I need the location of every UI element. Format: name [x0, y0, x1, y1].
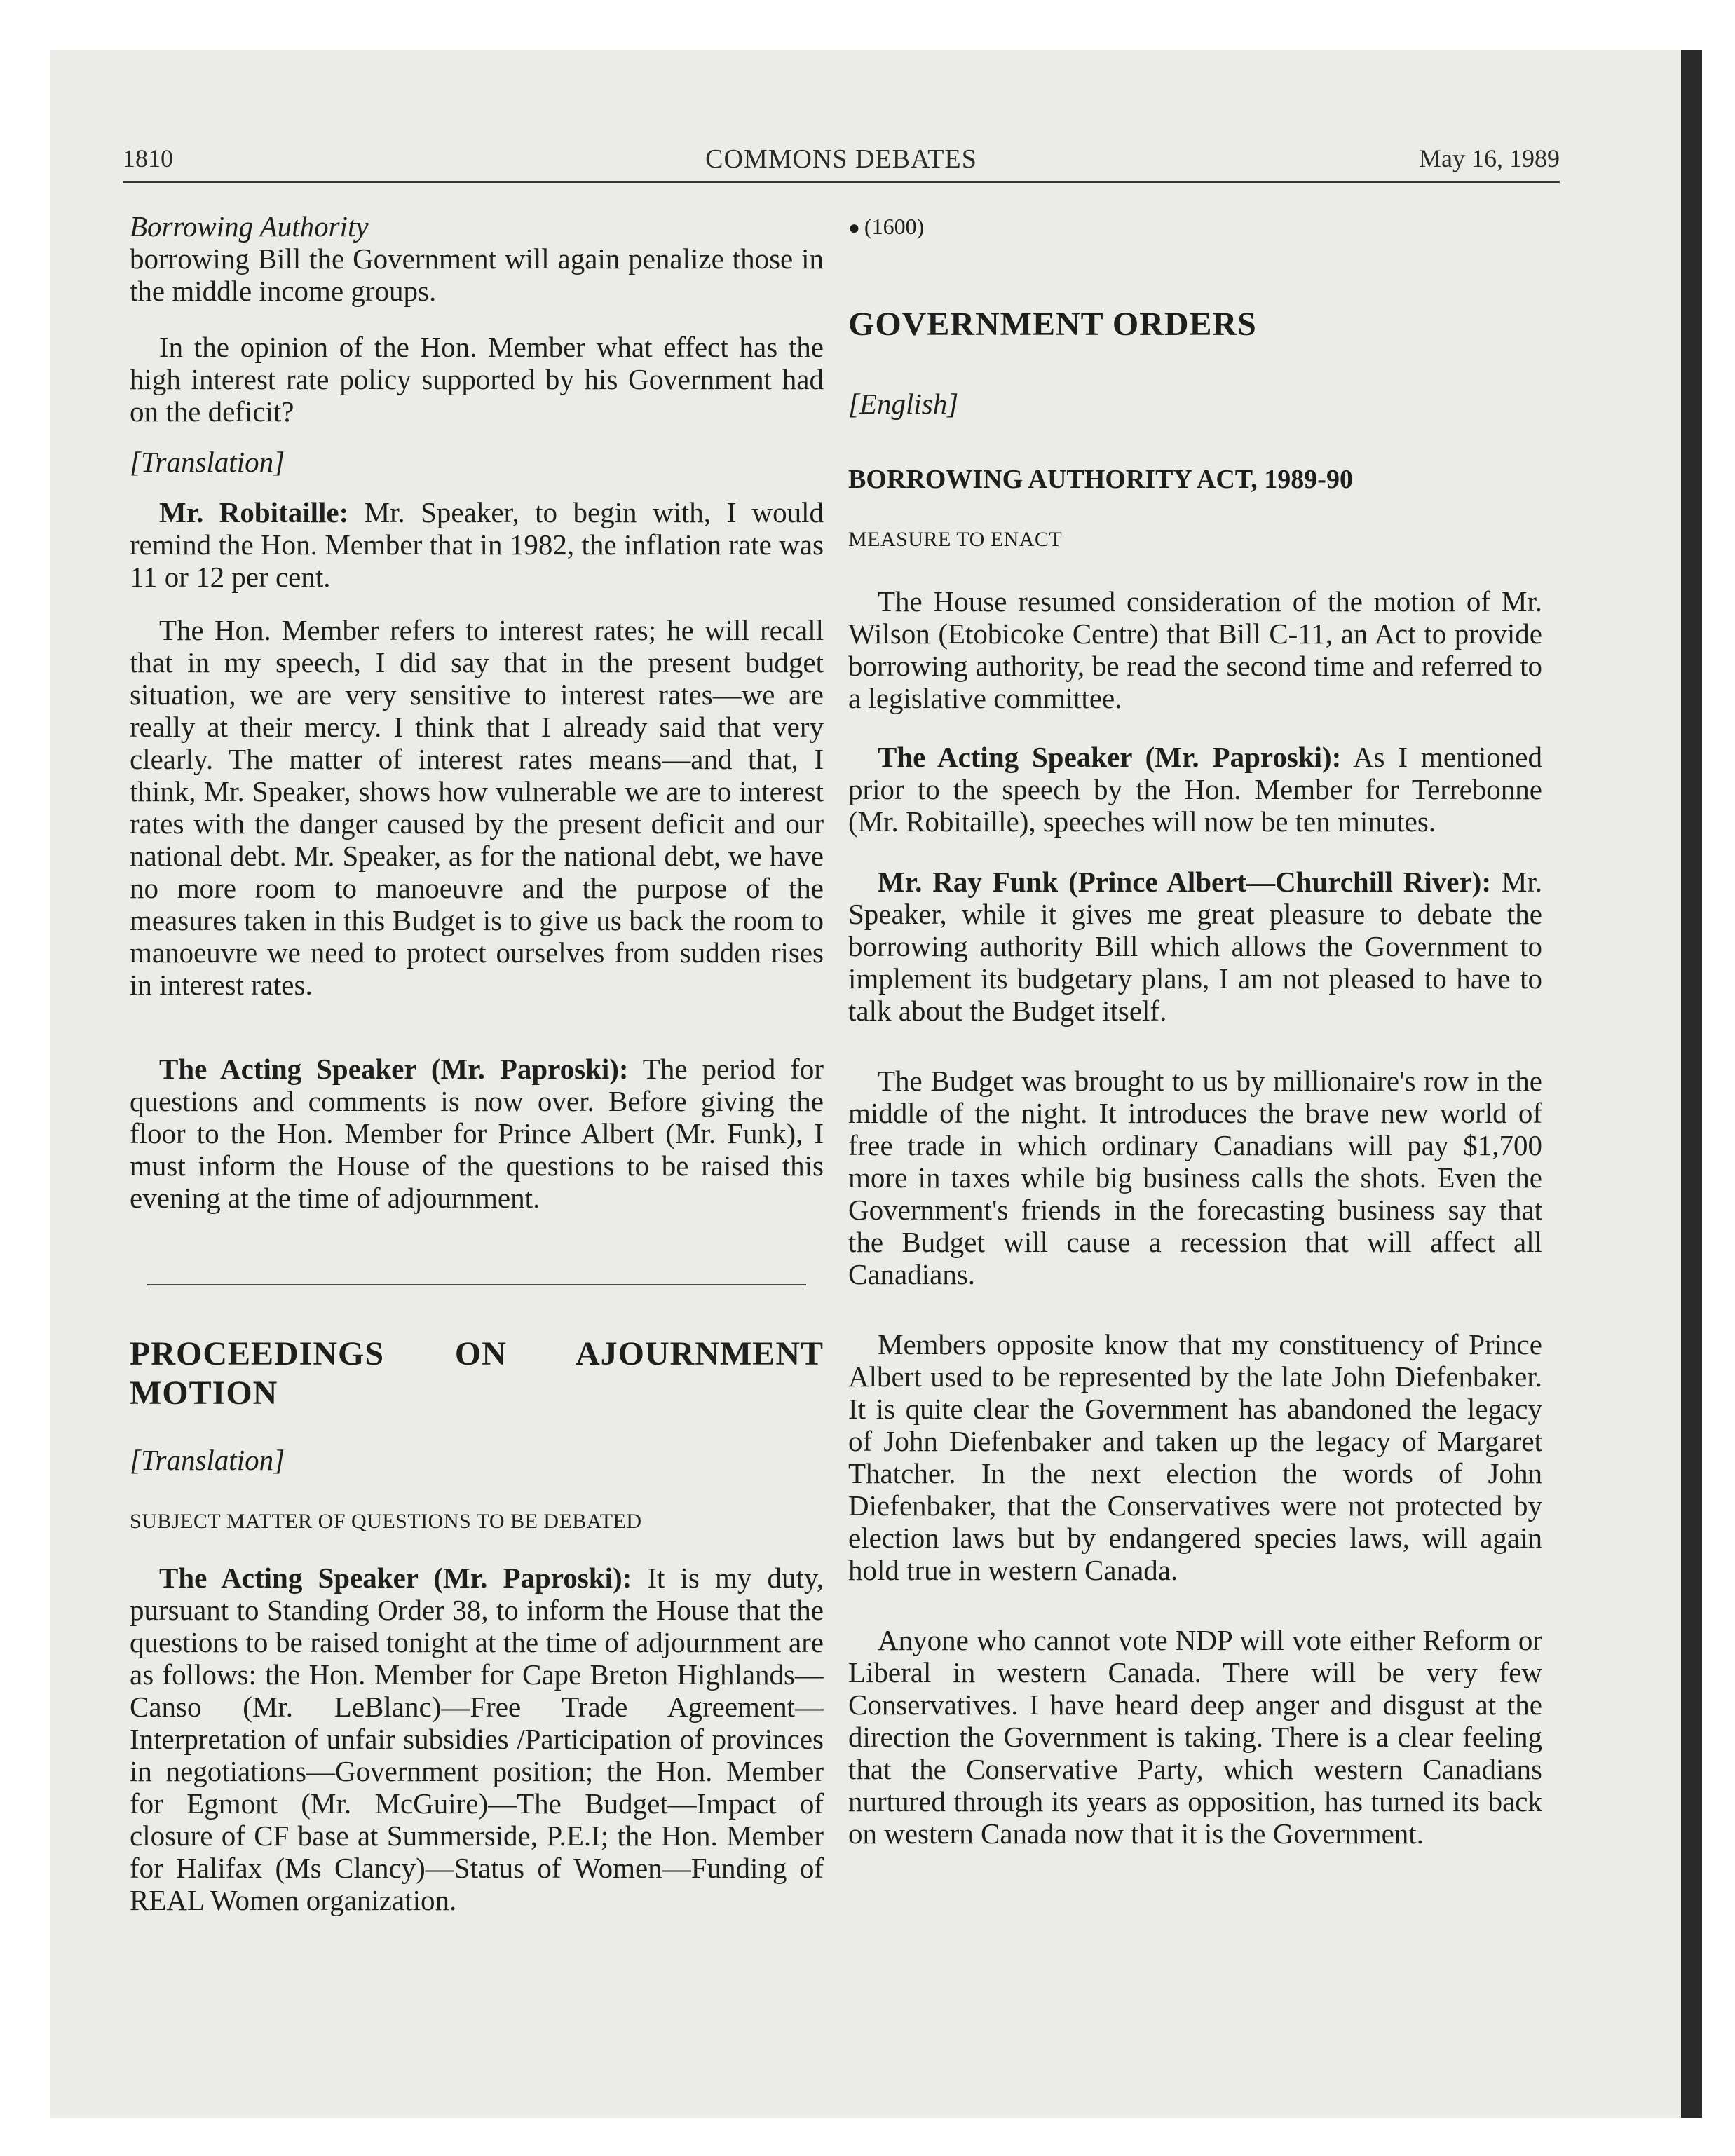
paragraph: [130, 1053, 824, 1214]
bullet-icon: ●: [848, 217, 860, 239]
header-rule: [123, 181, 1560, 183]
time-marker-text: (1600): [864, 214, 925, 239]
speech-text: As I mentioned prior to the speech by the Hon. Member for Terrebonne (Mr. Robitaille), speeches will now be ten minutes.: [848, 741, 1542, 838]
speaker-name: The Acting Speaker (Mr. Paproski):: [878, 741, 1342, 773]
section-subsubheading: MEASURE TO ENACT: [848, 528, 1063, 551]
speech-text: The period for questions and comments is now over. Before giving the floor to the Hon. Member for Prince Albert (Mr. Funk), I must inform the House of the questions to be raised this evening at the time of adjournment.: [130, 1053, 824, 1214]
paragraph: Anyone who cannot vote NDP will vote either Reform or Liberal in western Canada. There will be very few Conservatives. I have heard deep anger and disgust at the direction the Government is taking. There is a clear feeling that the Conservative Party, which western Canadians nurtured through its years as opposition, has turned its back on western Canada now that it is the Government.: [848, 1624, 1542, 1850]
section-subheading: BORROWING AUTHORITY ACT, 1989-90: [848, 465, 1353, 494]
right-column: [848, 210, 1542, 1850]
paragraph: The Budget was brought to us by millionaire's row in the middle of the night. It introduces the brave new world of free trade in which ordinary Canadians will pay $1,700 more in taxes while big business calls the shots. Even the Government's friends in the forecasting business say that the Budget will cause a recession that will affect all Canadians.: [848, 1065, 1542, 1290]
speech-text: Mr. Speaker, while it gives me great pleasure to debate the borrowing authority Bill which allows the Government to implement its budgetary plans, I am not pleased to have to talk about the Budget itself.: [848, 866, 1543, 1027]
section-subheading: SUBJECT MATTER OF QUESTIONS TO BE DEBATED: [130, 1510, 642, 1533]
page-date: May 16, 1989: [1419, 144, 1560, 172]
speaker-name: The Acting Speaker (Mr. Paproski):: [159, 1053, 629, 1085]
paragraph: In the opinion of the Hon. Member what effect has the high interest rate policy supported by his Government had on the deficit?: [130, 331, 824, 428]
section-heading: PROCEEDINGS ON AJOURNMENT MOTION: [130, 1335, 824, 1412]
paragraph: [130, 496, 824, 593]
paragraph: [130, 1562, 824, 1916]
running-head: Borrowing Authority: [130, 210, 369, 243]
section-divider: [147, 1284, 806, 1285]
paragraph: The House resumed consideration of the motion of Mr. Wilson (Etobicoke Centre) that Bill C-11, an Act to provide borrowing authority, be read the second time and referred to a legislative committee.: [848, 585, 1542, 714]
speaker-name: The Acting Speaker (Mr. Paproski):: [159, 1562, 632, 1594]
time-marker: [848, 210, 1542, 245]
speech-text: It is my duty, pursuant to Standing Order 38, to inform the House that the questions to be raised tonight at the time of adjournment are as follows: the Hon. Member for Cape Breton Highlands—Canso (Mr. LeBlanc)—Free Trade Agreement—Interpretation of unfair subsidies /Participation of provinces in negotiations—Government position; the Hon. Member for Egmont (Mr. McGuire)—The Budget—Impact of closure of CF base at Summerside, P.E.I; the Hon. Member for Halifax (Ms Clancy)—Status of Women—Funding of REAL Women organization.: [130, 1562, 824, 1916]
speaker-name: Mr. Robitaille:: [159, 496, 349, 528]
page-header: [123, 144, 1560, 186]
paragraph: The Hon. Member refers to interest rates; he will recall that in my speech, I did say that in the present budget situation, we are very sensitive to interest rates—we are really at their mercy. I think that I already said that very clearly. The matter of interest rates means—and that, I think, Mr. Speaker, shows how vulnerable we are to interest rates with the danger caused by the present deficit and our national debt. Mr. Speaker, as for the national debt, we have no more room to manoeuvre and the purpose of the measures taken in this Budget is to give us back the room to manoeuvre we need to protect ourselves from sudden rises in interest rates.: [130, 614, 824, 1001]
publication-title: COMMONS DEBATES: [705, 144, 977, 174]
speech-text: Mr. Speaker, to begin with, I would remind the Hon. Member that in 1982, the inflation rate was 11 or 12 per cent.: [130, 496, 824, 593]
page-number: 1810: [123, 144, 173, 172]
paragraph: [848, 741, 1542, 838]
language-marker: [Translation]: [130, 446, 285, 478]
left-column: [130, 210, 824, 1916]
section-heading: GOVERNMENT ORDERS: [848, 306, 1257, 343]
scan-edge-shadow: [1681, 50, 1702, 2118]
paragraph: [848, 866, 1542, 1027]
language-marker: [Translation]: [130, 1444, 285, 1476]
paragraph: Members opposite know that my constituency of Prince Albert used to be represented by the late John Diefenbaker. It is quite clear the Government has abandoned the legacy of John Diefenbaker and taken up the legacy of Margaret Thatcher. In the next election the words of John Diefenbaker, that the Conservatives were not protected by election laws but by endangered species laws, will again hold true in western Canada.: [848, 1328, 1542, 1586]
paragraph: borrowing Bill the Government will again penalize those in the middle income groups.: [130, 243, 824, 307]
speaker-name: Mr. Ray Funk (Prince Albert—Churchill River):: [878, 866, 1492, 898]
language-marker: [English]: [848, 388, 959, 420]
